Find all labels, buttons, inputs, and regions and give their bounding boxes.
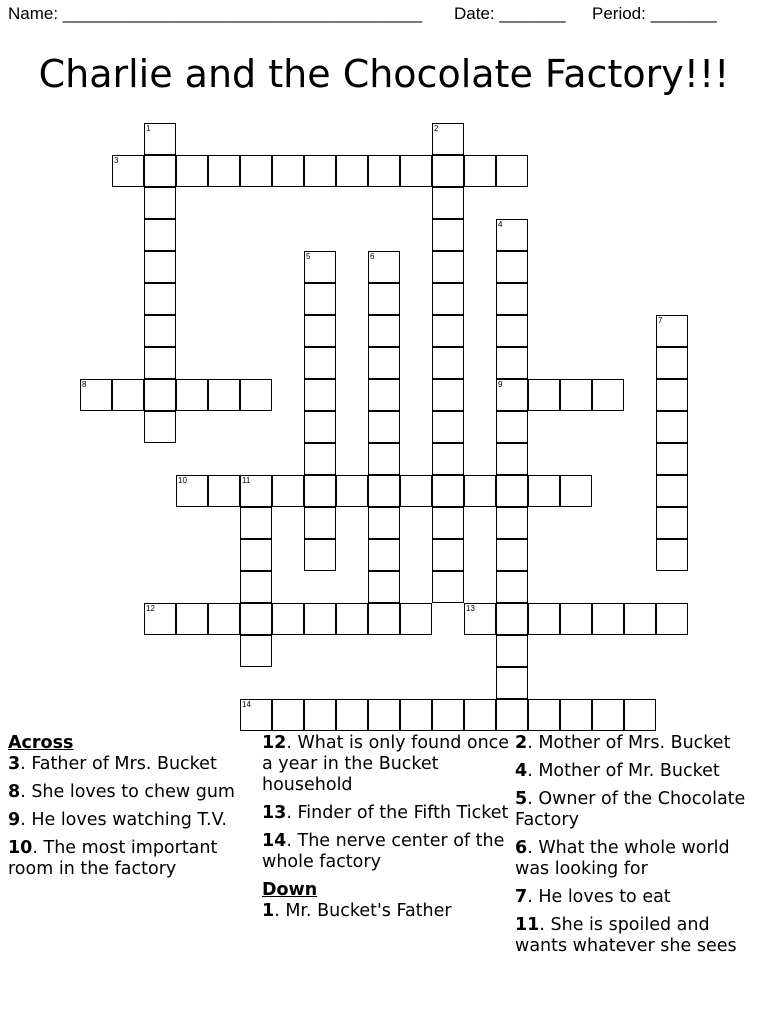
grid-cell[interactable] [304,347,336,379]
grid-cell[interactable] [432,475,464,507]
clue-text: What the whole world was looking for [515,838,730,879]
clue-number: 9 [498,380,503,389]
clue-item: 6. What the whole world was looking for [515,838,730,879]
clue-item: 2. Mother of Mrs. Bucket [515,733,731,753]
grid-cell[interactable] [304,315,336,347]
grid-cell[interactable] [432,571,464,603]
grid-cell[interactable] [656,411,688,443]
grid-cell[interactable] [400,155,432,187]
grid-cell[interactable] [304,539,336,571]
grid-cell[interactable] [304,475,336,507]
grid-cell[interactable] [144,603,176,635]
grid-cell[interactable] [464,155,496,187]
grid-cell[interactable] [368,507,400,539]
clue-number: 3 [8,754,21,774]
grid-cell[interactable] [560,603,592,635]
clue-number: 10 [8,838,33,858]
grid-cell[interactable] [656,443,688,475]
grid-cell[interactable] [464,475,496,507]
grid-cell[interactable] [304,507,336,539]
grid-cell[interactable] [272,699,304,731]
grid-cell[interactable] [464,699,496,731]
clue-column-2 [262,733,510,929]
grid-cell[interactable] [496,219,528,251]
clue-number: 9 [8,810,21,830]
grid-cell[interactable] [400,699,432,731]
grid-cell[interactable] [144,123,176,155]
clue-number: 12 [262,733,287,753]
grid-cell[interactable] [464,603,496,635]
grid-cell[interactable] [80,379,112,411]
grid-cell[interactable] [368,251,400,283]
clue-item: 8. She loves to chew gum [8,782,235,802]
grid-cell[interactable] [240,699,272,731]
period-field-label[interactable]: Period: _______ [592,4,717,23]
grid-cell[interactable] [336,475,368,507]
clue-text: The nerve center of the whole factory [262,831,505,872]
grid-cell[interactable] [496,283,528,315]
clue-number: 13 [466,604,475,613]
grid-cell[interactable] [656,379,688,411]
grid-cell[interactable] [560,475,592,507]
clue-number: 13 [262,803,287,823]
grid-cell[interactable] [304,411,336,443]
clue-text: Mother of Mrs. Bucket [538,733,731,753]
grid-cell[interactable] [656,475,688,507]
clue-item: 7. He loves to eat [515,887,671,907]
grid-cell[interactable] [496,443,528,475]
grid-cell[interactable] [304,699,336,731]
clue-number: 4 [498,220,503,229]
grid-cell[interactable] [304,603,336,635]
grid-cell[interactable] [368,699,400,731]
clue-number: 8 [82,380,87,389]
grid-cell[interactable] [496,667,528,699]
clue-number: 3 [114,156,119,165]
grid-cell[interactable] [240,635,272,667]
grid-cell[interactable] [368,411,400,443]
grid-cell[interactable] [240,379,272,411]
clue-text: Father of Mrs. Bucket [31,754,217,774]
clue-number: 7 [515,887,528,907]
grid-cell[interactable] [144,379,176,411]
grid-cell[interactable] [368,347,400,379]
clue-number: 14 [242,700,251,709]
grid-cell[interactable] [496,347,528,379]
clue-number: 11 [242,476,251,485]
grid-cell[interactable] [144,155,176,187]
page-title: Charlie and the Chocolate Factory!!! [38,52,730,96]
grid-cell[interactable] [656,347,688,379]
grid-cell[interactable] [336,699,368,731]
down-clue-list-continued [515,733,765,957]
grid-cell[interactable] [528,475,560,507]
grid-cell[interactable] [240,475,272,507]
clue-column-1 [8,733,248,887]
clue-item: 10. The most important room in the factory [8,838,218,879]
grid-cell[interactable] [496,571,528,603]
grid-cell[interactable] [400,475,432,507]
grid-cell[interactable] [496,699,528,731]
grid-cell[interactable] [336,603,368,635]
grid-cell[interactable] [496,635,528,667]
clue-text: He loves to eat [538,887,671,907]
grid-cell[interactable] [240,603,272,635]
clue-text: She loves to chew gum [31,782,235,802]
clue-number: 1 [146,124,151,133]
across-clue-list [8,754,248,880]
grid-cell[interactable] [144,251,176,283]
grid-cell[interactable] [624,699,656,731]
grid-cell[interactable] [432,219,464,251]
clue-item: 9. He loves watching T.V. [8,810,227,830]
grid-cell[interactable] [144,187,176,219]
grid-cell[interactable] [560,379,592,411]
clue-number: 2 [515,733,528,753]
grid-cell[interactable] [144,315,176,347]
grid-cell[interactable] [496,507,528,539]
clue-number: 1 [262,901,275,921]
grid-cell[interactable] [432,347,464,379]
grid-cell[interactable] [656,603,688,635]
grid-cell[interactable] [368,603,400,635]
grid-cell[interactable] [208,603,240,635]
grid-cell[interactable] [368,443,400,475]
grid-cell[interactable] [432,187,464,219]
grid-cell[interactable] [144,411,176,443]
grid-cell[interactable] [336,155,368,187]
clue-text: What is only found once a year in the Bucket household [262,733,510,795]
grid-cell[interactable] [144,219,176,251]
clue-text: The most important room in the factory [8,838,218,879]
grid-cell[interactable] [368,571,400,603]
grid-cell[interactable] [432,251,464,283]
grid-cell[interactable] [624,603,656,635]
grid-cell[interactable] [496,315,528,347]
grid-cell[interactable] [208,475,240,507]
clue-item: 13. Finder of the Fifth Ticket [262,803,509,823]
clue-text: Finder of the Fifth Ticket [297,803,509,823]
grid-cell[interactable] [432,539,464,571]
grid-cell[interactable] [432,155,464,187]
clue-number: 5 [306,252,311,261]
clue-column-3 [515,733,765,964]
clue-text: He loves watching T.V. [31,810,227,830]
clue-number: 4 [515,761,528,781]
grid-cell[interactable] [272,475,304,507]
worksheet-header [8,4,758,28]
grid-cell[interactable] [432,411,464,443]
grid-cell[interactable] [432,507,464,539]
clue-number: 6 [370,252,375,261]
clue-item: 3. Father of Mrs. Bucket [8,754,217,774]
grid-cell[interactable] [656,507,688,539]
grid-cell[interactable] [432,379,464,411]
grid-cell[interactable] [528,699,560,731]
grid-cell[interactable] [496,603,528,635]
across-heading: Across [8,733,74,753]
clue-number: 6 [515,838,528,858]
clue-number: 10 [178,476,187,485]
grid-cell[interactable] [432,315,464,347]
grid-cell[interactable] [176,155,208,187]
clue-item: 1. Mr. Bucket's Father [262,901,452,921]
clue-text: Mr. Bucket's Father [285,901,452,921]
grid-cell[interactable] [176,475,208,507]
grid-cell[interactable] [496,155,528,187]
clue-number: 2 [434,124,439,133]
grid-cell[interactable] [656,315,688,347]
grid-cell[interactable] [560,699,592,731]
grid-cell[interactable] [240,155,272,187]
grid-cell[interactable] [496,379,528,411]
grid-cell[interactable] [240,507,272,539]
grid-cell[interactable] [272,603,304,635]
clue-number: 5 [515,789,528,809]
name-field-label[interactable]: Name: ______________________________________ [8,4,423,23]
grid-cell[interactable] [432,283,464,315]
grid-cell[interactable] [368,283,400,315]
clue-item: 12. What is only found once a year in the Bucket household [262,733,510,795]
grid-cell[interactable] [304,283,336,315]
clue-number: 11 [515,915,540,935]
grid-cell[interactable] [272,155,304,187]
grid-cell[interactable] [304,379,336,411]
grid-cell[interactable] [368,475,400,507]
grid-cell[interactable] [496,539,528,571]
date-field-label[interactable]: Date: _______ [454,4,566,23]
grid-cell[interactable] [528,379,560,411]
across-clue-list-continued [262,733,510,873]
grid-cell[interactable] [208,155,240,187]
grid-cell[interactable] [592,603,624,635]
grid-cell[interactable] [432,699,464,731]
grid-cell[interactable] [176,379,208,411]
down-heading: Down [262,880,318,900]
grid-cell[interactable] [304,251,336,283]
clue-item: 14. The nerve center of the whole factory [262,831,505,872]
clue-item: 11. She is spoiled and wants whatever she sees [515,915,737,956]
clue-number: 12 [146,604,155,613]
grid-cell[interactable] [240,539,272,571]
clue-text: Owner of the Chocolate Factory [515,789,746,830]
down-clue-list [262,901,510,922]
clue-item: 4. Mother of Mr. Bucket [515,761,720,781]
grid-cell[interactable] [656,539,688,571]
grid-cell[interactable] [368,155,400,187]
clue-text: She is spoiled and wants whatever she sees [515,915,737,956]
grid-cell[interactable] [368,539,400,571]
grid-cell[interactable] [304,443,336,475]
clue-text: Mother of Mr. Bucket [538,761,720,781]
grid-cell[interactable] [432,443,464,475]
grid-cell[interactable] [496,251,528,283]
clue-number: 14 [262,831,287,851]
clue-number: 7 [658,316,663,325]
grid-cell[interactable] [144,347,176,379]
grid-cell[interactable] [592,379,624,411]
clue-item: 5. Owner of the Chocolate Factory [515,789,746,830]
grid-cell[interactable] [144,283,176,315]
grid-cell[interactable] [112,155,144,187]
grid-cell[interactable] [528,603,560,635]
grid-cell[interactable] [432,123,464,155]
grid-cell[interactable] [304,155,336,187]
grid-cell[interactable] [368,315,400,347]
grid-cell[interactable] [208,379,240,411]
grid-cell[interactable] [176,603,208,635]
grid-cell[interactable] [496,411,528,443]
grid-cell[interactable] [592,699,624,731]
grid-cell[interactable] [368,379,400,411]
grid-cell[interactable] [400,603,432,635]
clue-number: 8 [8,782,21,802]
grid-cell[interactable] [240,571,272,603]
grid-cell[interactable] [112,379,144,411]
grid-cell[interactable] [496,475,528,507]
